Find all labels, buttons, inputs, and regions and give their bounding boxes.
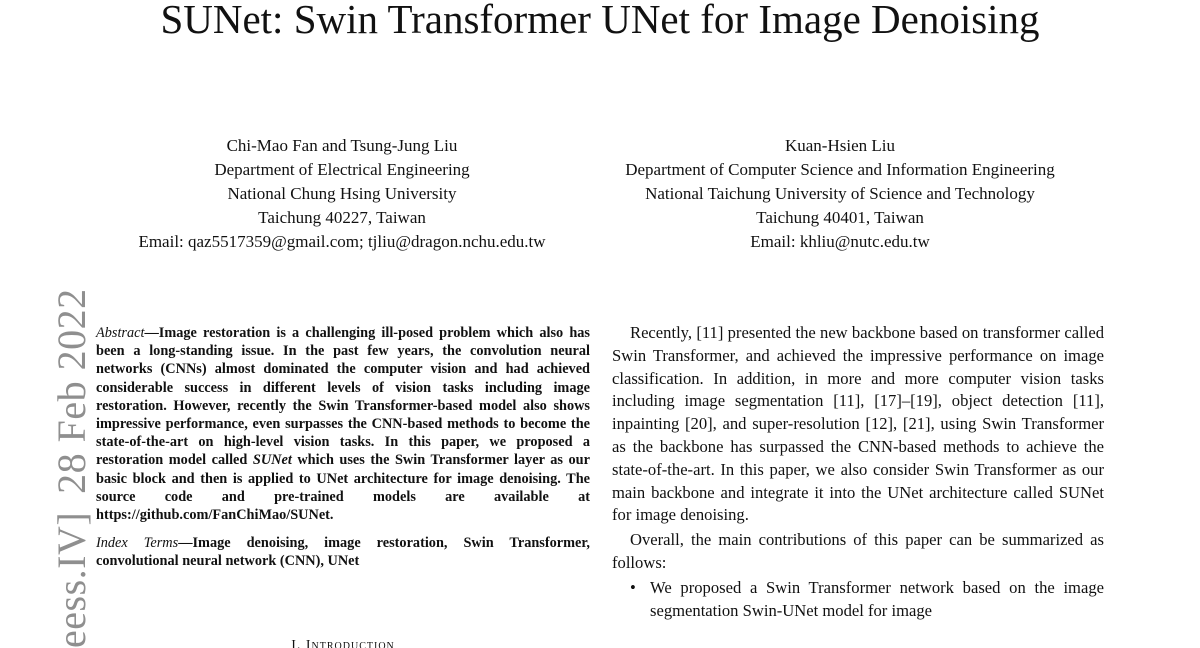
right-column	[612, 322, 1104, 622]
abstract-label: Abstract	[96, 325, 145, 341]
author-email: Email: khliu@nutc.edu.tw	[750, 232, 930, 251]
author-email: Email: qaz5517359@gmail.com; tjliu@dragon.nchu.edu.tw	[138, 232, 546, 251]
arxiv-stamp	[49, 270, 94, 648]
author-university: National Taichung University of Science and Technology	[645, 184, 1035, 203]
bullet-icon: •	[630, 577, 636, 597]
contribution-list	[612, 577, 1104, 623]
abstract	[96, 324, 590, 524]
abstract-text-end: which uses the Swin Transformer layer as our basic block and then is applied to UNet architecture for image denoising. The source code and pre-trained models are available at https://github.com/FanChiMao/SUNet.	[96, 452, 590, 524]
section-heading: I. Introduction	[291, 638, 395, 648]
abstract-text: —Image restoration is a challenging ill-posed problem which also has been a long-standing issue. In the past few years, the convolution neural networks (CNNs) almost dominated the computer vision and had achieved considerable success in different levels of vision tasks including image restoration. However, recently the Swin Transformer-based model also shows impressive performance, even surpasses the CNN-based methods to become the state-of-the-art on high-level vision tasks. In this paper, we proposed a restoration model called	[96, 325, 590, 469]
author-block-left	[90, 134, 594, 254]
arxiv-date: 28 Feb 2022	[49, 288, 94, 494]
author-names: Chi-Mao Fan and Tsung-Jung Liu	[226, 136, 458, 155]
author-block-right	[580, 134, 1100, 254]
author-city: Taichung 40227, Taiwan	[258, 208, 426, 227]
author-department: Department of Computer Science and Information Engineering	[625, 160, 1055, 179]
list-item	[630, 577, 1104, 623]
author-university: National Chung Hsing University	[227, 184, 457, 203]
paragraph: Recently, [11] presented the new backbone based on transformer called Swin Transformer, and achieved the impressive performance on image classification. In addition, in more and more computer vision tasks including image segmentation [11], [17]–[19], object detection [11], inpainting [20], and super-resolution [12], [21], using Swin Transformer as the backbone has surpassed the CNN-based methods to achieve the state-of-the-art. In this paper, we also consider Swin Transformer as our main backbone and integrate it into the UNet architecture called SUNet for image denoising.	[612, 323, 1104, 525]
index-terms-label: Index Terms	[96, 535, 179, 552]
paragraph: Overall, the main contributions of this paper can be summarized as follows:	[612, 530, 1104, 572]
paper-title: SUNet: Swin Transformer UNet for Image Denoising	[160, 0, 1040, 42]
list-item-text: We proposed a Swin Transformer network based on the image segmentation Swin-UNet model for image	[650, 577, 1104, 620]
author-names: Kuan-Hsien Liu	[784, 136, 895, 155]
left-column	[96, 324, 590, 571]
model-name: SUNet	[252, 452, 292, 469]
author-city: Taichung 40401, Taiwan	[756, 208, 924, 227]
index-terms	[96, 534, 590, 570]
author-department: Department of Electrical Engineering	[214, 160, 470, 179]
index-terms-text: —Image denoising, image restoration, Swin Transformer, convolutional neural network (CNN), UNet	[96, 535, 590, 570]
arxiv-category: eess.IV]	[49, 511, 94, 648]
